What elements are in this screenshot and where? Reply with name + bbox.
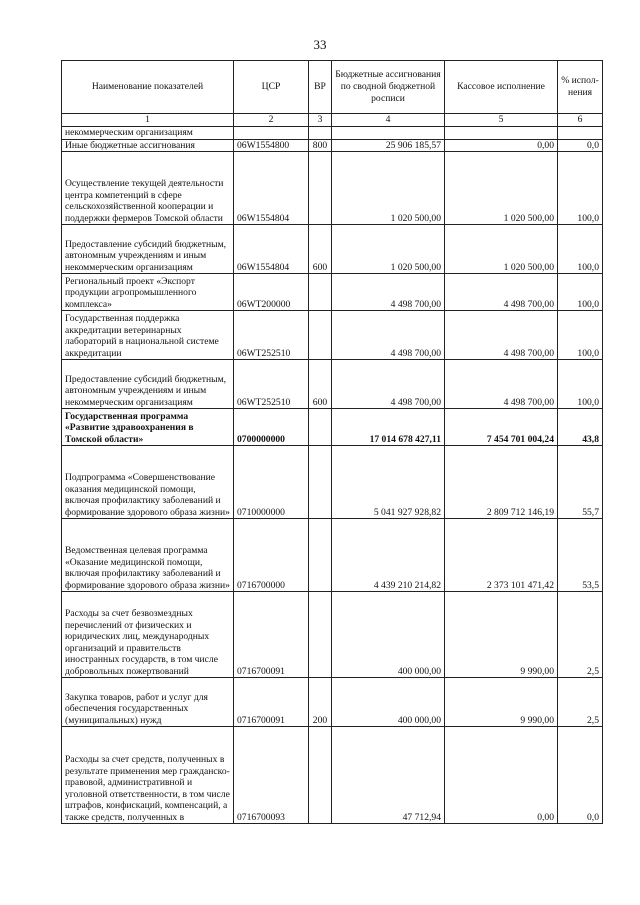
row-csr-cell: 06WT252510 <box>234 311 309 360</box>
row-csr-cell <box>234 127 309 140</box>
row-vr-cell <box>309 727 332 824</box>
row-cash-cell: 7 454 701 004,24 <box>445 409 558 446</box>
row-name-cell: Предоставление субсидий бюджетным, автономным учреждениям и иным некоммерческим организациям <box>62 225 234 274</box>
row-csr-cell: 06W1554804 <box>234 152 309 225</box>
row-name-cell: Иные бюджетные ассигнования <box>62 139 234 152</box>
header-assignments: Бюджетные ассигнования по сводной бюджетной росписи <box>332 61 445 114</box>
row-assignment-cell: 4 498 700,00 <box>332 311 445 360</box>
row-cash-cell: 0,00 <box>445 727 558 824</box>
row-percent-cell: 43,8 <box>558 409 603 446</box>
row-vr-cell: 600 <box>309 360 332 409</box>
row-assignment-cell: 4 439 210 214,82 <box>332 519 445 592</box>
row-assignment-cell: 5 041 927 928,82 <box>332 446 445 519</box>
row-csr-cell: 0710000000 <box>234 446 309 519</box>
row-percent-cell: 55,7 <box>558 446 603 519</box>
row-cash-cell: 1 020 500,00 <box>445 152 558 225</box>
row-percent-cell <box>558 127 603 140</box>
page-number: 33 <box>313 37 327 52</box>
row-percent-cell: 100,0 <box>558 225 603 274</box>
header-percent: % испол-нения <box>558 61 603 114</box>
header-vr: ВР <box>309 61 332 114</box>
row-assignment-cell: 4 498 700,00 <box>332 360 445 409</box>
row-assignment-cell: 400 000,00 <box>332 592 445 678</box>
row-vr-cell <box>309 592 332 678</box>
row-vr-cell: 200 <box>309 678 332 727</box>
row-vr-cell <box>309 446 332 519</box>
row-assignment-cell <box>332 127 445 140</box>
table-row <box>62 311 603 360</box>
column-number: 6 <box>558 114 603 127</box>
budget-execution-table <box>61 60 603 824</box>
row-cash-cell: 9 990,00 <box>445 678 558 727</box>
header-row <box>62 61 603 114</box>
row-vr-cell <box>309 127 332 140</box>
row-percent-cell: 0,0 <box>558 139 603 152</box>
column-number: 3 <box>309 114 332 127</box>
header-csr: ЦСР <box>234 61 309 114</box>
row-percent-cell: 100,0 <box>558 360 603 409</box>
row-vr-cell <box>309 409 332 446</box>
row-vr-cell <box>309 274 332 311</box>
row-name-cell: Закупка товаров, работ и услуг для обеспечения государственных (муниципальных) нужд <box>62 678 234 727</box>
column-number-row <box>62 114 603 127</box>
row-name-cell: Государственная программа «Развитие здравоохранения в Томской области» <box>62 409 234 446</box>
row-vr-cell: 800 <box>309 139 332 152</box>
row-vr-cell <box>309 152 332 225</box>
table-row <box>62 678 603 727</box>
table-row <box>62 409 603 446</box>
row-name-cell: Расходы за счет безвозмездных перечислений от физических и юридических лиц, международных организаций и правительств иностранных государств, в том числе добровольных пожертвований <box>62 592 234 678</box>
table-body <box>62 127 603 824</box>
row-percent-cell: 2,5 <box>558 592 603 678</box>
table-row <box>62 127 603 140</box>
column-number: 2 <box>234 114 309 127</box>
row-percent-cell: 0,0 <box>558 727 603 824</box>
table-row <box>62 152 603 225</box>
row-assignment-cell: 25 906 185,57 <box>332 139 445 152</box>
table-row <box>62 727 603 824</box>
row-name-cell: некоммерческим организациям <box>62 127 234 140</box>
row-cash-cell: 4 498 700,00 <box>445 360 558 409</box>
table-row <box>62 225 603 274</box>
table-row <box>62 592 603 678</box>
row-cash-cell: 4 498 700,00 <box>445 274 558 311</box>
row-name-cell: Ведомственная целевая программа «Оказание медицинской помощи, включая профилактику заболеваний и формирование здорового образа жизни» <box>62 519 234 592</box>
row-vr-cell <box>309 519 332 592</box>
table-row <box>62 139 603 152</box>
column-number: 4 <box>332 114 445 127</box>
column-number: 1 <box>62 114 234 127</box>
row-percent-cell: 100,0 <box>558 311 603 360</box>
row-csr-cell: 0716700093 <box>234 727 309 824</box>
row-name-cell: Подпрограмма «Совершенствование оказания медицинской помощи, включая профилактику заболеваний и формирование здорового образа жизни» <box>62 446 234 519</box>
row-assignment-cell: 47 712,94 <box>332 727 445 824</box>
row-csr-cell: 06W1554804 <box>234 225 309 274</box>
row-csr-cell: 06WT252510 <box>234 360 309 409</box>
row-csr-cell: 06WT200000 <box>234 274 309 311</box>
row-assignment-cell: 17 014 678 427,11 <box>332 409 445 446</box>
row-csr-cell: 0716700091 <box>234 592 309 678</box>
table-row <box>62 519 603 592</box>
header-cash-execution: Кассовое исполнение <box>445 61 558 114</box>
row-cash-cell: 0,00 <box>445 139 558 152</box>
row-csr-cell: 0716700091 <box>234 678 309 727</box>
header-name: Наименование показателей <box>62 61 234 114</box>
row-percent-cell: 100,0 <box>558 274 603 311</box>
table-row <box>62 446 603 519</box>
row-cash-cell: 4 498 700,00 <box>445 311 558 360</box>
row-assignment-cell: 1 020 500,00 <box>332 152 445 225</box>
row-assignment-cell: 4 498 700,00 <box>332 274 445 311</box>
row-csr-cell: 0716700000 <box>234 519 309 592</box>
row-name-cell: Региональный проект «Экспорт продукции агропромышленного комплекса» <box>62 274 234 311</box>
row-vr-cell <box>309 311 332 360</box>
row-name-cell: Государственная поддержка аккредитации ветеринарных лабораторий в национальной системе аккредитации <box>62 311 234 360</box>
row-cash-cell: 2 373 101 471,42 <box>445 519 558 592</box>
row-percent-cell: 100,0 <box>558 152 603 225</box>
row-vr-cell: 600 <box>309 225 332 274</box>
row-csr-cell: 0700000000 <box>234 409 309 446</box>
row-percent-cell: 53,5 <box>558 519 603 592</box>
row-name-cell: Осуществление текущей деятельности центра компетенций в сфере сельскохозяйственной кооперации и поддержки фермеров Томской области <box>62 152 234 225</box>
table-row <box>62 360 603 409</box>
row-csr-cell: 06W1554800 <box>234 139 309 152</box>
row-cash-cell <box>445 127 558 140</box>
row-assignment-cell: 400 000,00 <box>332 678 445 727</box>
table-row <box>62 274 603 311</box>
column-number: 5 <box>445 114 558 127</box>
row-percent-cell: 2,5 <box>558 678 603 727</box>
row-name-cell: Расходы за счет средств, полученных в результате применения мер гражданско-правовой, административной и уголовной ответственности, в том числе штрафов, конфискаций, компенсаций, а также средств, полученных в <box>62 727 234 824</box>
row-cash-cell: 2 809 712 146,19 <box>445 446 558 519</box>
row-cash-cell: 9 990,00 <box>445 592 558 678</box>
row-name-cell: Предоставление субсидий бюджетным, автономным учреждениям и иным некоммерческим организациям <box>62 360 234 409</box>
row-cash-cell: 1 020 500,00 <box>445 225 558 274</box>
row-assignment-cell: 1 020 500,00 <box>332 225 445 274</box>
